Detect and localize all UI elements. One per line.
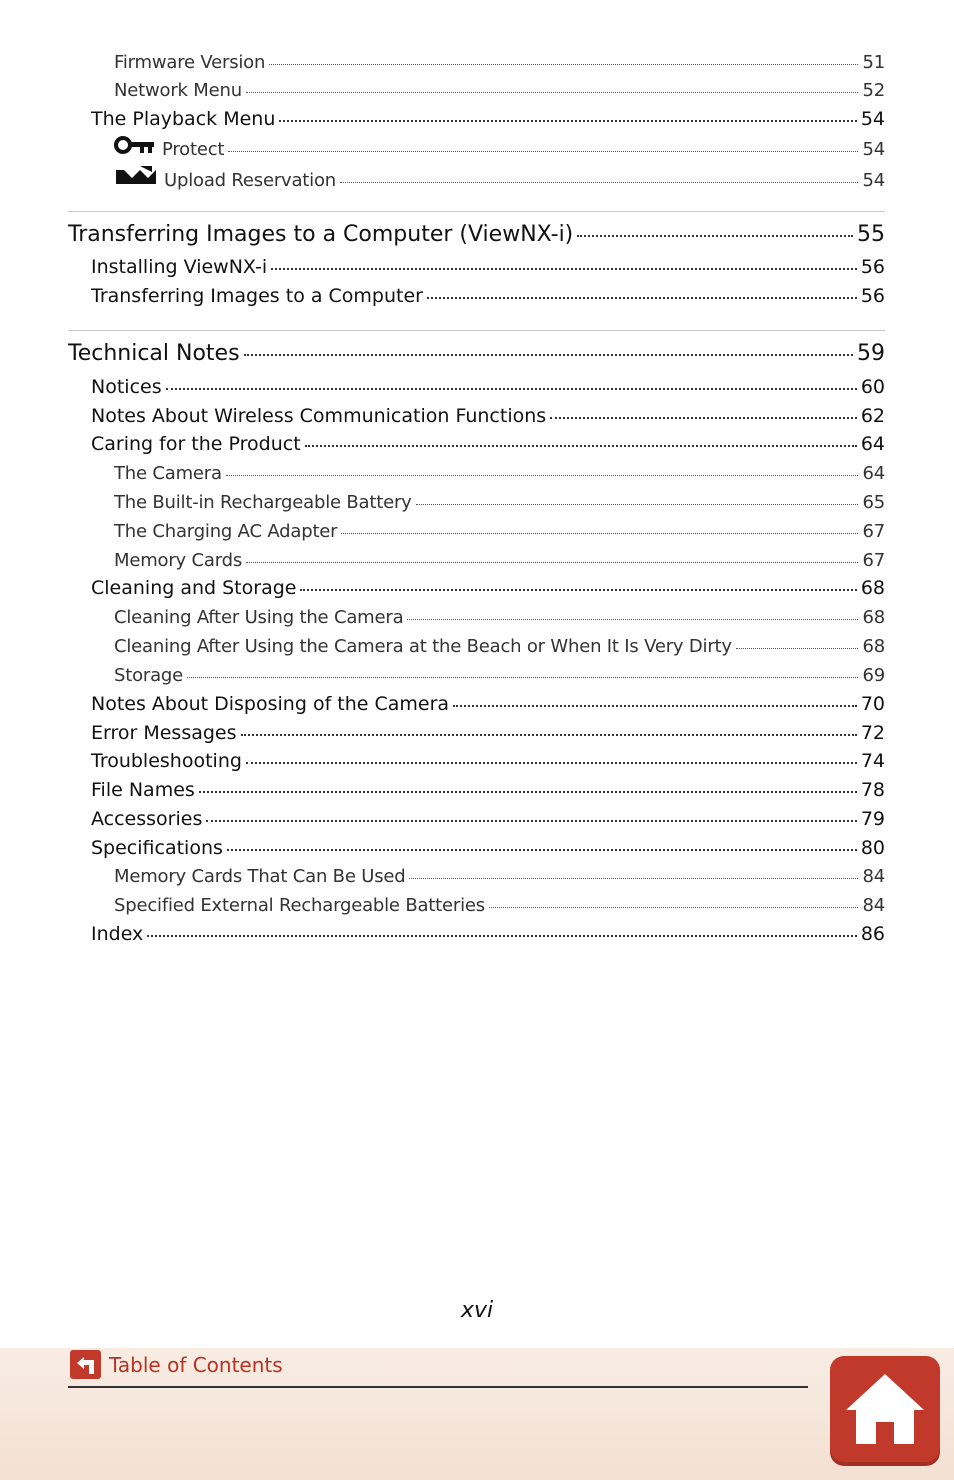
toc-entry-cleaning-after[interactable] <box>114 605 885 628</box>
toc-entry-page: 80 <box>860 837 885 859</box>
back-arrow-icon <box>70 1350 101 1379</box>
toc-entry-builtin-battery[interactable] <box>114 490 885 513</box>
toc-entry-label: Accessories <box>91 808 203 830</box>
toc-entry-specifications[interactable] <box>91 835 885 859</box>
leader-dots <box>206 806 856 825</box>
leader-dots <box>577 219 853 241</box>
toc-entry-page: 84 <box>862 866 885 887</box>
toc-entry-page: 59 <box>857 341 885 366</box>
toc-entry-installing-viewnx[interactable] <box>91 254 885 278</box>
leader-dots <box>147 921 857 940</box>
leader-dots <box>246 748 857 767</box>
toc-entry-label: Protect <box>162 139 225 160</box>
toc-entry-transferring-images[interactable] <box>91 283 885 307</box>
footer-divider <box>68 1386 808 1388</box>
leader-dots <box>271 254 857 273</box>
toc-entry-page: 86 <box>860 923 885 945</box>
leader-dots <box>409 864 858 882</box>
leader-dots <box>300 575 856 594</box>
leader-dots <box>241 720 857 739</box>
leader-dots <box>340 168 859 186</box>
key-icon <box>114 135 156 160</box>
toc-entry-technical-notes[interactable] <box>68 338 885 366</box>
toc-entry-label: Transferring Images to a Computer (ViewNX-i) <box>68 222 574 247</box>
toc-entry-page: 84 <box>862 895 885 916</box>
toc-entry-page: 64 <box>862 463 885 484</box>
leader-dots <box>416 490 859 508</box>
table-of-contents-link[interactable] <box>70 1350 283 1379</box>
toc-entry-label: Technical Notes <box>68 341 240 366</box>
leader-dots <box>166 374 857 393</box>
page-number: xvi <box>460 1298 494 1323</box>
toc-entry-upload-reservation[interactable] <box>114 164 885 191</box>
toc-entry-page: 67 <box>862 550 885 571</box>
toc-entry-page: 67 <box>862 521 885 542</box>
toc-entry-page: 54 <box>860 108 885 130</box>
toc-entry-storage[interactable] <box>114 663 885 686</box>
toc-entry-page: 68 <box>862 636 885 657</box>
toc-entry-memory-cards[interactable] <box>114 548 885 571</box>
leader-dots <box>244 338 853 360</box>
toc-entry-page: 54 <box>862 170 885 191</box>
toc-entry-page: 68 <box>862 607 885 628</box>
leader-dots <box>489 893 859 911</box>
toc-entry-label: Caring for the Product <box>91 433 301 455</box>
toc-entry-label: The Charging AC Adapter <box>114 521 338 542</box>
toc-entry-external-batteries[interactable] <box>114 893 885 916</box>
toc-entry-page: 54 <box>862 139 885 160</box>
toc-entry-label: Troubleshooting <box>91 750 242 772</box>
toc-entry-ac-adapter[interactable] <box>114 519 885 542</box>
toc-entry-label: File Names <box>91 779 195 801</box>
toc-entry-page: 78 <box>860 779 885 801</box>
toc-entry-page: 56 <box>860 256 885 278</box>
leader-dots <box>279 106 856 125</box>
toc-entry-page: 72 <box>860 722 885 744</box>
leader-dots <box>187 663 858 681</box>
toc-entry-file-names[interactable] <box>91 777 885 801</box>
toc-entry-page: 55 <box>857 222 885 247</box>
toc-entry-protect[interactable] <box>114 135 885 160</box>
toc-entry-label: Firmware Version <box>114 52 266 73</box>
toc-entry-transferring-chapter[interactable] <box>68 219 885 247</box>
toc-entry-label: The Built-in Rechargeable Battery <box>114 492 412 513</box>
toc-entry-label: Notes About Disposing of the Camera <box>91 693 450 715</box>
section-divider <box>68 211 885 212</box>
leader-dots <box>550 403 857 422</box>
leader-dots <box>228 137 858 155</box>
leader-dots <box>407 605 858 623</box>
leader-dots <box>246 548 858 566</box>
upload-icon <box>114 164 158 191</box>
section-divider <box>68 330 885 331</box>
toc-entry-label: Notes About Wireless Communication Functions <box>91 405 547 427</box>
leader-dots <box>246 78 859 96</box>
toc-entry-label: Storage <box>114 665 184 686</box>
toc-entry-notices[interactable] <box>91 374 885 398</box>
leader-dots <box>226 461 859 479</box>
leader-dots <box>269 50 858 68</box>
toc-entry-label: Upload Reservation <box>164 170 336 191</box>
toc-entry-label: Specified External Rechargeable Batteries <box>114 895 485 916</box>
leader-dots <box>736 634 859 652</box>
toc-entry-label: Index <box>91 923 144 945</box>
toc-entry-label: Transferring Images to a Computer <box>91 285 423 307</box>
toc-entry-label: Cleaning After Using the Camera at the Beach or When It Is Very Dirty <box>114 636 732 657</box>
toc-entry-troubleshooting[interactable] <box>91 748 885 772</box>
toc-entry-page: 51 <box>862 52 885 73</box>
leader-dots <box>199 777 857 796</box>
toc-entry-page: 64 <box>860 433 885 455</box>
leader-dots <box>227 835 857 854</box>
leader-dots <box>453 691 857 710</box>
toc-entry-page: 56 <box>860 285 885 307</box>
toc-entry-memory-cards-usable[interactable] <box>114 864 885 887</box>
toc-entry-error-messages[interactable] <box>91 720 885 744</box>
toc-entry-firmware-version[interactable] <box>114 50 885 73</box>
toc-entry-wireless-notes[interactable] <box>91 403 885 427</box>
toc-entry-caring-product[interactable] <box>91 431 885 455</box>
toc-entry-label: Cleaning After Using the Camera <box>114 607 404 628</box>
toc-entry-label: Installing ViewNX-i <box>91 256 268 278</box>
toc-entry-page: 74 <box>860 750 885 772</box>
home-icon <box>842 1370 928 1452</box>
toc-entry-disposing[interactable] <box>91 691 885 715</box>
toc-entry-page: 62 <box>860 405 885 427</box>
toc-entry-playback-menu[interactable] <box>91 106 885 130</box>
toc-entry-label: Notices <box>91 376 162 398</box>
toc-entry-label: Memory Cards That Can Be Used <box>114 866 406 887</box>
toc-entry-label: Error Messages <box>91 722 237 744</box>
toc-entry-page: 79 <box>860 808 885 830</box>
toc-entry-label: The Playback Menu <box>91 108 276 130</box>
toc-entry-label: Memory Cards <box>114 550 243 571</box>
toc-entry-page: 60 <box>860 376 885 398</box>
toc-entry-cleaning-beach[interactable] <box>114 634 885 657</box>
leader-dots <box>305 431 857 450</box>
toc-entry-accessories[interactable] <box>91 806 885 830</box>
toc-entry-page: 68 <box>860 577 885 599</box>
table-of-contents-label: Table of Contents <box>109 1352 283 1377</box>
toc-entry-page: 70 <box>860 693 885 715</box>
toc-entry-label: Network Menu <box>114 80 242 101</box>
toc-entry-page: 52 <box>862 80 885 101</box>
toc-entry-label: Specifications <box>91 837 223 859</box>
leader-dots <box>427 283 857 302</box>
toc-entry-the-camera[interactable] <box>114 461 885 484</box>
toc-entry-network-menu[interactable] <box>114 78 885 101</box>
toc-entry-page: 69 <box>862 665 885 686</box>
home-button[interactable] <box>830 1356 940 1466</box>
toc-entry-label: The Camera <box>114 463 222 484</box>
toc-entry-cleaning-storage[interactable] <box>91 575 885 599</box>
toc-entry-page: 65 <box>862 492 885 513</box>
toc-entry-label: Cleaning and Storage <box>91 577 297 599</box>
leader-dots <box>341 519 858 537</box>
toc-entry-index[interactable] <box>91 921 885 945</box>
